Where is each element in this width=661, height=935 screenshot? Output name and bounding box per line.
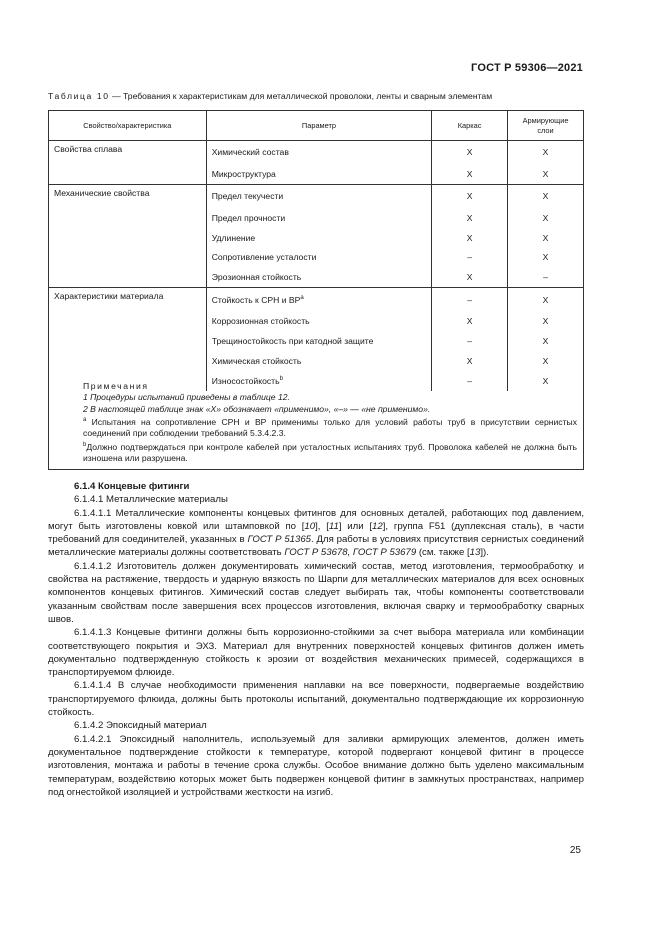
table-header-row xyxy=(49,111,584,141)
group-cell: Характеристики материала xyxy=(49,288,207,311)
group-cell xyxy=(49,331,207,351)
p61411-part-g: ]). xyxy=(480,547,489,559)
ref-12: 12 xyxy=(372,520,383,532)
frame-cell: X xyxy=(432,267,508,287)
table-row xyxy=(49,228,584,248)
p61411-part-b: ], [ xyxy=(315,520,329,532)
paragraph-6-1-4-1-3: 6.1.4.1.3 Концевые фитинги должны быть коррозионно-стойкими за счет выбора материала или комбинации соответствующего покрытия и ЭХЗ. Материал для внутренних поверхностей концевых фитингов должен иметь документально подтвержденную стойкость к эрозии от воздействия механических примесей, содержащихся в транспортируемом флюиде. xyxy=(48,627,584,679)
p61411-part-d: ], группа F51 (дуплексная сталь), в части требований для соединителей, указанных в xyxy=(48,520,584,546)
armor-cell: X xyxy=(508,331,584,351)
footnote-a xyxy=(57,415,577,440)
frame-cell: X xyxy=(432,351,508,371)
param-cell: Коррозионная стойкость xyxy=(206,311,432,331)
paragraph-6-1-4-1-1 xyxy=(48,507,584,560)
table-row xyxy=(49,331,584,351)
group-cell xyxy=(49,311,207,331)
armor-cell: X xyxy=(508,351,584,371)
ref-gost-53678: ГОСТ Р 53678, ГОСТ Р 53679 xyxy=(284,547,417,559)
table-row xyxy=(49,164,584,184)
header-armor-label: Армирующие слои xyxy=(522,115,569,135)
armor-cell: X xyxy=(508,311,584,331)
body-text xyxy=(48,480,584,799)
table-row xyxy=(49,184,584,207)
footnote-ref: b xyxy=(279,375,283,382)
frame-cell: – xyxy=(432,247,508,267)
footnote-b-mark: b xyxy=(83,441,87,448)
ref-13: 13 xyxy=(469,547,481,559)
table-caption-label: Таблица 10 xyxy=(48,91,110,101)
subsection-heading-6-1-4-1: 6.1.4.1 Металлические материалы xyxy=(74,494,228,506)
frame-cell: X xyxy=(432,164,508,184)
param-cell: Микроструктура xyxy=(206,164,432,184)
table-row xyxy=(49,208,584,228)
document-code: ГОСТ Р 59306—2021 xyxy=(471,62,583,74)
table-caption-text: — Требования к характеристикам для металлической проволоки, ленты и сварным элементам xyxy=(109,91,493,101)
note-2 xyxy=(57,404,577,415)
group-cell: Свойства сплава xyxy=(49,141,207,164)
table-row xyxy=(49,351,584,371)
header-parameter: Параметр xyxy=(206,111,432,141)
table-notes xyxy=(48,375,584,470)
p61411-part-e: . Для работы в условиях присутствия сернистых соединений металлические материалы должны соответствовать xyxy=(48,534,584,559)
header-property: Свойство/характеристика xyxy=(49,111,207,141)
group-cell xyxy=(49,351,207,371)
param-cell: Предел текучести xyxy=(206,184,432,207)
note-1 xyxy=(57,392,577,403)
param-cell: Химический состав xyxy=(206,141,432,164)
ref-10: 10 xyxy=(304,520,316,532)
armor-cell: X xyxy=(508,228,584,248)
paragraph-6-1-4-1-4: 6.1.4.1.4 В случае необходимости применения наплавки на все поверхности, подвергаемые воздействию транспортируемого флюида, должны быть протоколы испытаний, документально подтверждающие их коррозионную стойкость. xyxy=(48,680,584,719)
frame-cell: X xyxy=(432,184,508,207)
param-text: Стойкость к СРН и ВР xyxy=(211,294,301,305)
group-cell: Механические свойства xyxy=(49,184,207,207)
footnote-b-text: Должно подтверждаться при контроле кабелей при усталостных испытаниях труб. Проволока кабелей не должна быть изношена или разрушена. xyxy=(83,441,577,464)
param-cell: Трещиностойкость при катодной защите xyxy=(206,331,432,351)
param-text: Износостойкость xyxy=(211,375,280,386)
subsection-heading-6-1-4-2: 6.1.4.2 Эпоксидный материал xyxy=(74,720,207,732)
page-number: 25 xyxy=(569,845,581,856)
table-row xyxy=(49,247,584,267)
p61411-part-f: (см. также [ xyxy=(416,547,470,559)
armor-cell: X xyxy=(508,371,584,391)
header-frame: Каркас xyxy=(432,111,508,141)
section-heading-6-1-4: 6.1.4 Концевые фитинги xyxy=(74,481,190,492)
param-cell xyxy=(206,288,432,311)
header-armor xyxy=(508,111,584,141)
group-cell xyxy=(49,164,207,184)
frame-cell: – xyxy=(432,331,508,351)
p61411-part-a: 6.1.4.1.1 Металлические компоненты концевых фитингов для основных деталей, работающих под давлением, могут быть изготовлены ковкой или штамповкой по [ xyxy=(48,507,584,532)
param-cell: Удлинение xyxy=(206,228,432,248)
frame-cell: X xyxy=(432,141,508,164)
table-row xyxy=(49,267,584,287)
note-1-text: 1 Процедуры испытаний приведены в таблице 12. xyxy=(83,392,290,403)
table-caption xyxy=(48,91,492,101)
p61411-part-c: ] или [ xyxy=(338,520,373,532)
armor-cell: X xyxy=(508,141,584,164)
armor-cell: X xyxy=(508,288,584,311)
frame-cell: X xyxy=(432,311,508,331)
param-cell: Предел прочности xyxy=(206,208,432,228)
table-row xyxy=(49,288,584,311)
frame-cell: – xyxy=(432,371,508,391)
frame-cell: – xyxy=(432,288,508,311)
notes-title: Примечания xyxy=(83,381,149,391)
group-cell xyxy=(49,267,207,287)
group-cell xyxy=(49,228,207,248)
paragraph-6-1-4-1-2: 6.1.4.1.2 Изготовитель должен документировать химический состав, метод изготовления, термообработку и свойства на растяжение, твердость и ударную вязкость по Шарпи для металлических материалов для всех основных компонентов концевых фитингов. Химический состав следует выбирать так, чтобы компоненты соответствовали указанным свойствам после завершения всех процессов изготовления, включая сварку и термообработку сварных швов. xyxy=(48,560,584,625)
group-cell xyxy=(49,247,207,267)
param-cell: Эрозионная стойкость xyxy=(206,267,432,287)
ref-gost-51365: ГОСТ Р 51365 xyxy=(247,534,312,546)
armor-cell: X xyxy=(508,184,584,207)
param-cell: Химическая стойкость xyxy=(206,351,432,371)
armor-cell: X xyxy=(508,247,584,267)
table-row xyxy=(49,311,584,331)
armor-cell: – xyxy=(508,267,584,287)
armor-cell: X xyxy=(508,164,584,184)
param-cell: Сопротивление усталости xyxy=(206,247,432,267)
footnote-b xyxy=(57,440,577,465)
note-2-text: 2 В настоящей таблице знак «X» обозначает «применимо», «–» — «не применимо». xyxy=(83,403,431,414)
paragraph-6-1-4-2-1: 6.1.4.2.1 Эпоксидный наполнитель, используемый для заливки армирующих элементов, должен иметь документальное подтверждение стойкости к температуре, которой подвергают концевой фитинг в процессе изготовления, монтажа и работы в течение срока службы. Особое внимание должно быть уделено максимальным температурам, воздействию которых может быть подвержен концевой фитинг в замкнутых пространствах, например под огнестойкой изоляцией и устройствами жесткости на изгиб. xyxy=(48,733,584,798)
footnote-a-text: Испытания на сопротивление СРН и ВР применимы только для условий работы труб в присутствии сернистых соединений при соблюдении требований 5.3.4.2.3. xyxy=(83,417,577,439)
group-cell xyxy=(49,208,207,228)
footnote-a-mark: a xyxy=(83,417,87,424)
table-row xyxy=(49,141,584,164)
footnote-ref: a xyxy=(300,294,304,301)
ref-11: 11 xyxy=(328,520,339,532)
armor-cell: X xyxy=(508,208,584,228)
frame-cell: X xyxy=(432,228,508,248)
requirements-table xyxy=(48,110,584,391)
frame-cell: X xyxy=(432,208,508,228)
